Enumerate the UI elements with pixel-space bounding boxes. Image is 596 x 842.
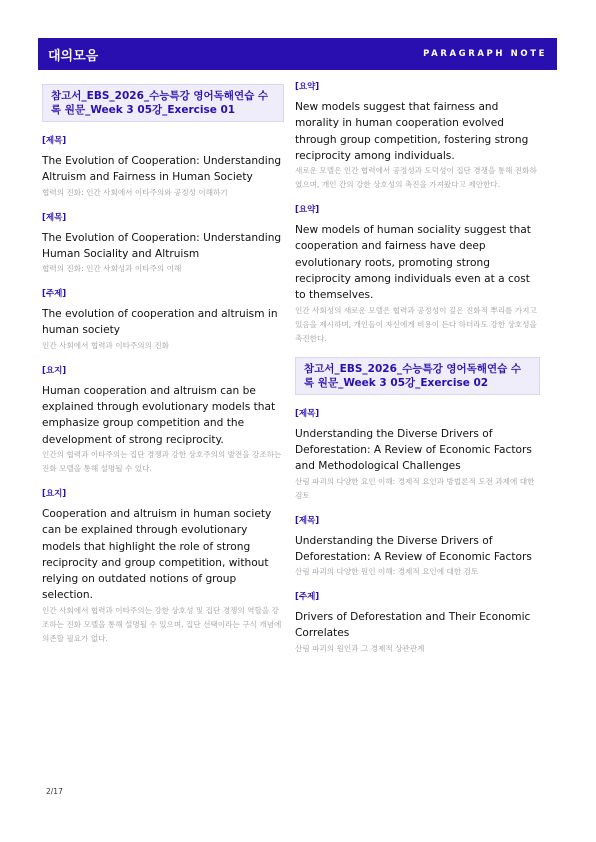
section-heading: 참고서_EBS_2026_수능특강 영어독해연습 수록 원문_Week 3 05강_Exercise 01 (42, 84, 284, 122)
entry-tag: [주제] (42, 289, 67, 300)
entry-tag: [제목] (295, 408, 320, 419)
entry-tag: [요약] (295, 82, 320, 92)
entry-korean: 인간 사회성의 새로운 모델은 협력과 공정성이 깊은 진화적 뿌리를 가지고 있음을 제시하며, 개인들이 자신에게 비용이 든다 하더라도 강한 상호성을 촉진한다. (295, 305, 537, 343)
entry-english: The Evolution of Cooperation: Understanding Altruism and Fairness in Human Society (42, 155, 282, 184)
entry-english: Cooperation and altruism in human society can be explained through evolutionary models that highlight the role of strong reciprocity and group competition, without relying on outdated notions of group selection. (42, 507, 272, 602)
header-note: PARAGRAPH NOTE (423, 49, 547, 59)
entry-tag: [제목] (295, 515, 320, 526)
note-entry (295, 203, 540, 345)
entry-tag: [주제] (295, 592, 320, 603)
entry-korean: 새로운 모델은 인간 협력에서 공정성과 도덕성이 집단 경쟁을 통해 진화하였으며, 개인 간의 강한 상호성의 촉진을 가져왔다고 제안한다. (295, 166, 537, 190)
entry-korean: 산림 파괴의 다양한 원인 이해: 경제적 요인에 대한 검토 (295, 567, 479, 577)
page-header (38, 38, 557, 70)
entry-korean: 산림 파괴의 원인과 그 경제적 상관관계 (295, 643, 425, 653)
entry-english: The evolution of cooperation and altruism in human society (42, 308, 278, 337)
entry-tag: [제목] (42, 136, 67, 146)
page-number: 2/17 (46, 787, 63, 796)
note-entry (42, 134, 284, 200)
entry-korean: 산림 파괴의 다양한 요인 이해: 경제적 요인과 방법론적 도전 과제에 대한 검토 (295, 476, 535, 500)
note-entry (295, 514, 540, 580)
entry-tag: [요지] (42, 365, 67, 376)
entry-tag: [요약] (295, 205, 320, 216)
entry-english: The Evolution of Cooperation: Understanding Human Sociality and Altruism (42, 231, 282, 260)
note-entry (295, 407, 540, 503)
note-entry (42, 487, 284, 646)
entry-tag: [제목] (42, 212, 67, 223)
entry-english: Drivers of Deforestation and Their Economic Correlates (295, 611, 531, 640)
entry-korean: 인간의 협력과 이타주의는 집단 경쟁과 강한 상호주의의 발전을 강조하는 진화 모델을 통해 설명될 수 있다. (42, 449, 282, 473)
entry-english: Human cooperation and altruism can be explained through evolutionary models that emphasize group competition and the development of strong reciprocity. (42, 384, 276, 446)
entry-english: Understanding the Diverse Drivers of Deforestation: A Review of Economic Factors (295, 534, 532, 563)
note-entry (295, 590, 540, 656)
header-title: 대의모음 (48, 48, 99, 64)
entry-english: New models suggest that fairness and morality in human cooperation evolved through group competition, fostering strong reciprocity among individuals. (295, 101, 529, 162)
entry-korean: 협력의 진화: 인간 사회성과 이타주의 이해 (42, 264, 182, 274)
note-entry (295, 80, 540, 192)
note-entry (42, 364, 284, 476)
entry-english: Understanding the Diverse Drivers of Deforestation: A Review of Economic Factors and Methodological Challenges (295, 427, 532, 473)
entry-korean: 협력의 진화: 인간 사회에서 이타주의와 공정성 이해하기 (42, 187, 228, 197)
section-heading: 참고서_EBS_2026_수능특강 영어독해연습 수록 원문_Week 3 05강_Exercise 02 (295, 357, 540, 395)
note-entry (42, 211, 284, 277)
right-column (295, 80, 540, 667)
entry-english: New models of human sociality suggest that cooperation and fairness have deep evolutionary roots, promoting strong reciprocity among individuals even at a cost to themselves. (295, 224, 531, 302)
left-column (42, 80, 284, 657)
entry-korean: 인간 사회에서 협력과 이타주의는 강한 상호성 및 집단 경쟁의 역할을 강조하는 진화 모델을 통해 설명될 수 있으며, 집단 선택이라는 구식 개념에 의존할 필요가 없다. (42, 605, 282, 643)
entry-tag: [요지] (42, 488, 67, 499)
entry-korean: 인간 사회에서 협력과 이타주의의 진화 (42, 340, 170, 350)
note-entry (42, 287, 284, 353)
